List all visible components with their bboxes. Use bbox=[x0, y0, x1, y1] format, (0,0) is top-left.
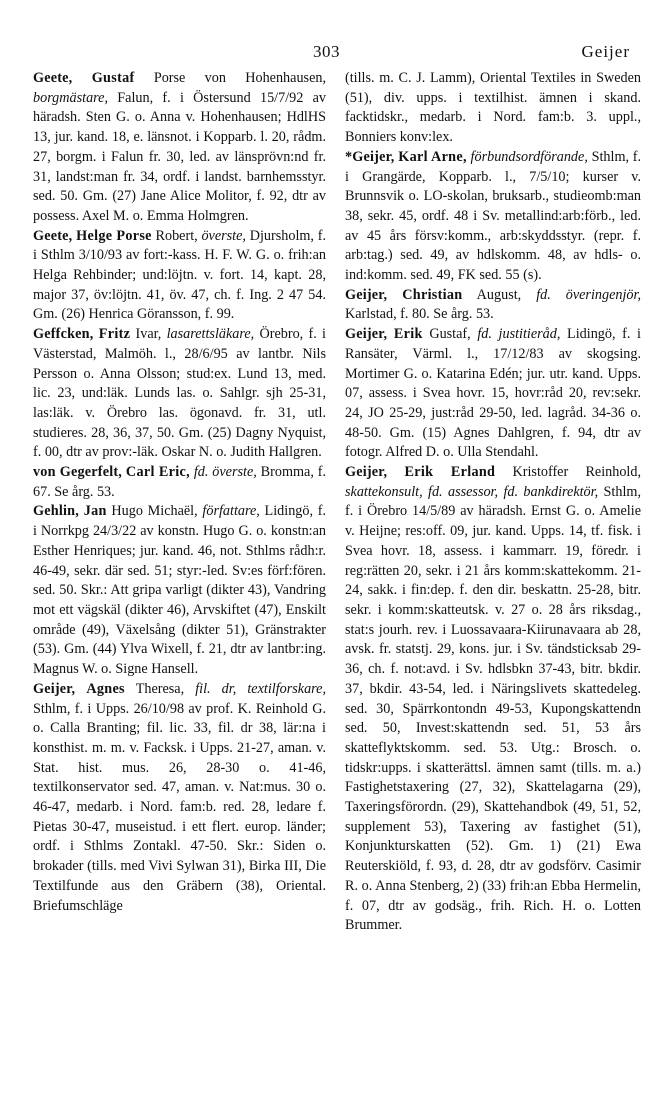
entry-geijer-erik-erland: Geijer, Erik Erland Kristoffer Reinhold, skattekonsult, fd. assessor, fd. bankdirektör, Sthlm, f. i Örebro 14/5/89 av häradsh. Ernst G. o. Amelie v. Heijne; res:off. 09, jur. kand. Upps. 14, tf. fisk. i Svea hovr. 18, assess. i kammarr. 19, föredr. i reg:rätten 20, sekr. i 21 års komm:skattekomm. 21-24, sakk. i fin:dep. f. den dir. beskattn. 25-28, bitr. sekr. i komm:skatteutsk. v. 27 o. 28 års riksdag., stat:s jourh. rev. i Luossavaara-Kiirunavaara ab 28, avsk. fr. statstj. 29, kons. jur. i Sv. tändsticksab 29-36, ch. f. not:avd. i Sv. hdlsbkn 37-43, bitr. bkdir. 37, bkdir. 43-54, led. i Näringslivets skattedeleg. sed. 30, Spärrkontondn 49-53, Kupongskattendn sed. 50, Invest:skattendn sed. 51, 53 års skatteflyktskomm. sed. 53. Utg.: Brosch. o. tidskr:upps. i skatterättsl. ämnen samt (tills. m. a.) Fastighetstaxering (27, 32), Skattelagarna (29), Taxeringsförordn. (29), Skattehandbok (49, 51, 52, supplement 53), Taxering av fastighet (51), Konjunkturskatten (52). Gm. 1) (21) Ewa Reuterskiöld, f. 93, d. 28, dtr av godsförv. Casimir R. o. Anna Stenberg, 2) (33) frih:an Ebba Hermelin, f. 07, dtr av godsäg., frih. Rich. H. o. Lotten Brummer. bbox=[345, 464, 642, 934]
entry-geete-helge: Geete, Helge Porse Robert, överste, Djursholm, f. i Sthlm 3/10/93 av fort:-kass. H. F. W. G. o. frih:an Helga Rehbinder; und:löjtn. v. fort. 14, kapt. 28, major 37, öv:löjtn. 41, öv. 47, ch. f. Ing. 2 47 54. Gm. (26) Henrica Göransson, f. 99. bbox=[33, 227, 327, 323]
page-number: 303 bbox=[313, 42, 340, 61]
entry-geijer-agnes: Geijer, Agnes Theresa, fil. dr, textilforskare, Sthlm, f. i Upps. 26/10/98 av prof. K. Reinhold G. o. Calla Branting; fil. lic. 33, fil. dr 38, lär:na i konsthist. m. m. v. Facksk. i Upps. 21-27, aman. v. Stat. hist. mus. 26, 28-30 o. 41-46, textilkonservator sed. 47, aman. v. Nat:mus. 30 o. 46-47, medarb. i Nord. fam:b. red. 28, ledare f. Pietas 30-47, museistud. i ett flert. europ. länder; ordf. i Sthlms Zontakl. 47-50. Skr.: Siden o. brokader (tills. med Vivi Sylwan 31), Birka III, Die Textilfunde aus den Gräbern (38), Oriental. Briefumschläge bbox=[33, 680, 327, 914]
entry-geijer-christian: Geijer, Christian August, fd. överingenjör, Karlstad, f. 80. Se årg. 53. bbox=[345, 286, 642, 323]
entry-von-gegerfelt-carl: von Gegerfelt, Carl Eric, fd. överste, Bromma, f. 67. Se årg. 53. bbox=[33, 464, 327, 500]
entry-geijer-karl-arne: *Geijer, Karl Arne, förbundsordförande, Sthlm, f. i Grangärde, Kopparb. l., 7/5/10; kurser v. Brunnsvik o. LO-skolan, bruksarb., studieomb:man 38, sekr. 45, ordf. 48 i Sv. metallind:arb:förb., led. av 45 års försv:komm., arb:skyddsstyr. (repr. f. arb:tag.) sed. 49, av hdlskomm. 48, av hdls- o. ind:komm. sed. 49, FK sed. 55 (s). bbox=[345, 148, 642, 284]
page-header bbox=[0, 42, 672, 66]
entry-geijer-erik-gustaf: Geijer, Erik Gustaf, fd. justitieråd, Lidingö, f. i Ransäter, Värml. l., 17/12/83 av skogsing. Mortimer G. o. Katarina Edén; jur. utr. kand. Upps. 07, assess. i Svea hovr. 15, hovr:råd 20, rev:sekr. 24, JO 25-29, just:råd 29-50, led. lagråd. 34-36 o. 48-50. Gm. (15) Agnes Dahlgren, f. 94, dtr av fotogr. Alfred D. o. Ulla Stendahl. bbox=[345, 326, 642, 461]
right-column bbox=[345, 69, 641, 936]
left-column bbox=[33, 69, 326, 916]
entry-gehlin-jan: Gehlin, Jan Hugo Michaël, författare, Lidingö, f. i Norrkpg 24/3/22 av konstn. Hugo G. o. konstn:an Esther Henriques; jur. kand. 46, not. Sthlms rådh:r. 46-49, sekr. där sed. 51; styr:-led. Sv:es förf:fören. sed. 50. Skr.: Att gripa varligt (dikter 43), Vandring mot ett vägskäl (dikter 46), Arvskiftet (47), Enskilt område (49), Växelsång (dikter 51), Gränstrakter (53). Gm. (44) Ylva Wixell, f. 21, dtr av lantbr:ing. Magnus W. o. Signe Hansell. bbox=[33, 503, 327, 678]
entry-geete-gustaf: Geete, Gustaf Porse von Hohenhausen, borgmästare, Falun, f. i Östersund 15/7/92 av häradsh. Sten G. o. Anna v. Hohenhausen; HdlHS 13, jur. kand. 18, e. länsnot. i Kopparb. l. 20, rådm. 27, borgm. i Falun fr. 30, led. av länsprövn:nd fr. 31, landst:man fr. 34, ordf. i landst. barnhemsstyr. sed. 50. Gm. (27) Jane Alice Molitor, f. 92, dtr av possess. Axel M. o. Emma Holmgren. bbox=[33, 70, 327, 224]
entry-geijer-agnes-continued: (tills. m. C. J. Lamm), Oriental Textiles in Sweden (51), div. upps. i textilhist. ämnen i skand. facktidskr., medarb. i Nord. fam:b. 3. uppl., Bonniers konv:lex. bbox=[345, 70, 641, 146]
entry-geffcken-fritz: Geffcken, Fritz Ivar, lasarettsläkare, Örebro, f. i Västerstad, Malmöh. l., 28/6/95 av lantbr. Nils Persson o. Anna Olsson; stud:ex. Lund 13, med. lic. 23, und:läk. Lunds las. o. Sahlgr. sjh 25-31, las:läk. v. Örebro las. ögonavd. fr. 31, utl. studieres. 28, 36, 37, 50. Gm. (25) Dagny Nyquist, f. 00, dtr av prov:-läk. Oskar N. o. Judith Hallgren. bbox=[33, 326, 326, 461]
running-head: Geijer bbox=[581, 42, 630, 61]
